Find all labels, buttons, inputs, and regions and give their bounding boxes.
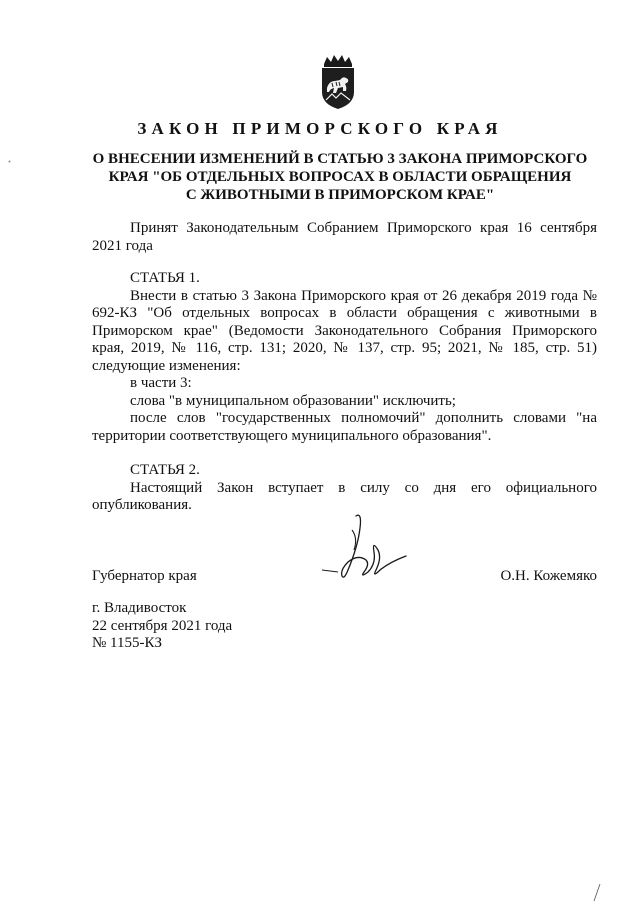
article-1-part: в части 3: [130,375,192,391]
law-subject [80,150,600,204]
corner-mark [592,882,602,902]
adoption-note: Принят Законодательным Собранием Приморского края 16 сентября 2021 года [92,220,597,254]
article-1 [92,270,597,445]
article-2-heading: СТАТЬЯ 2. [130,462,200,478]
law-subject-line: КРАЯ "ОБ ОТДЕЛЬНЫХ ВОПРОСАХ В ОБЛАСТИ ОБРАЩЕНИЯ [108,169,572,185]
law-subject-line: С ЖИВОТНЫМИ В ПРИМОРСКОМ КРАЕ" [185,187,495,203]
governor-title: Губернатор края [92,568,197,584]
coat-of-arms-icon [318,54,358,110]
signing-date: 22 сентября 2021 года [92,617,233,634]
law-subject-line: О ВНЕСЕНИИ ИЗМЕНЕНИЙ В СТАТЬЮ 3 ЗАКОНА ПРИМОРСКОГО [92,151,588,167]
law-number: № 1155-КЗ [92,635,163,651]
city: г. Владивосток [92,600,187,616]
article-2 [92,462,597,515]
scan-speck [8,160,11,163]
article-2-text: Настоящий Закон вступает в силу со дня его официального опубликования. [92,479,597,513]
article-1-item-2: после слов "государственных полномочий" дополнить словами "на территории соответствующего муниципального образования". [92,410,597,444]
signature-mark [318,510,410,590]
article-1-item-1: слова "в муниципальном образовании" исключить; [130,392,456,409]
law-title: ЗАКОН ПРИМОРСКОГО КРАЯ [137,119,503,138]
article-1-intro: Внести в статью 3 Закона Приморского края от 26 декабря 2019 года № 692-КЗ "Об отдельных вопросах в области обращения с животными в Приморском крае" (Ведомости Законодательного Собрания Приморского края, 2019, № 116, стр. 131; 2020, № 137, стр. 95; 2021, № 185, стр. 51) следующие изменения: [92,287,597,374]
governor-name: О.Н. Кожемяко [500,568,597,584]
article-1-heading: СТАТЬЯ 1. [130,270,200,286]
place-and-date [92,600,232,653]
